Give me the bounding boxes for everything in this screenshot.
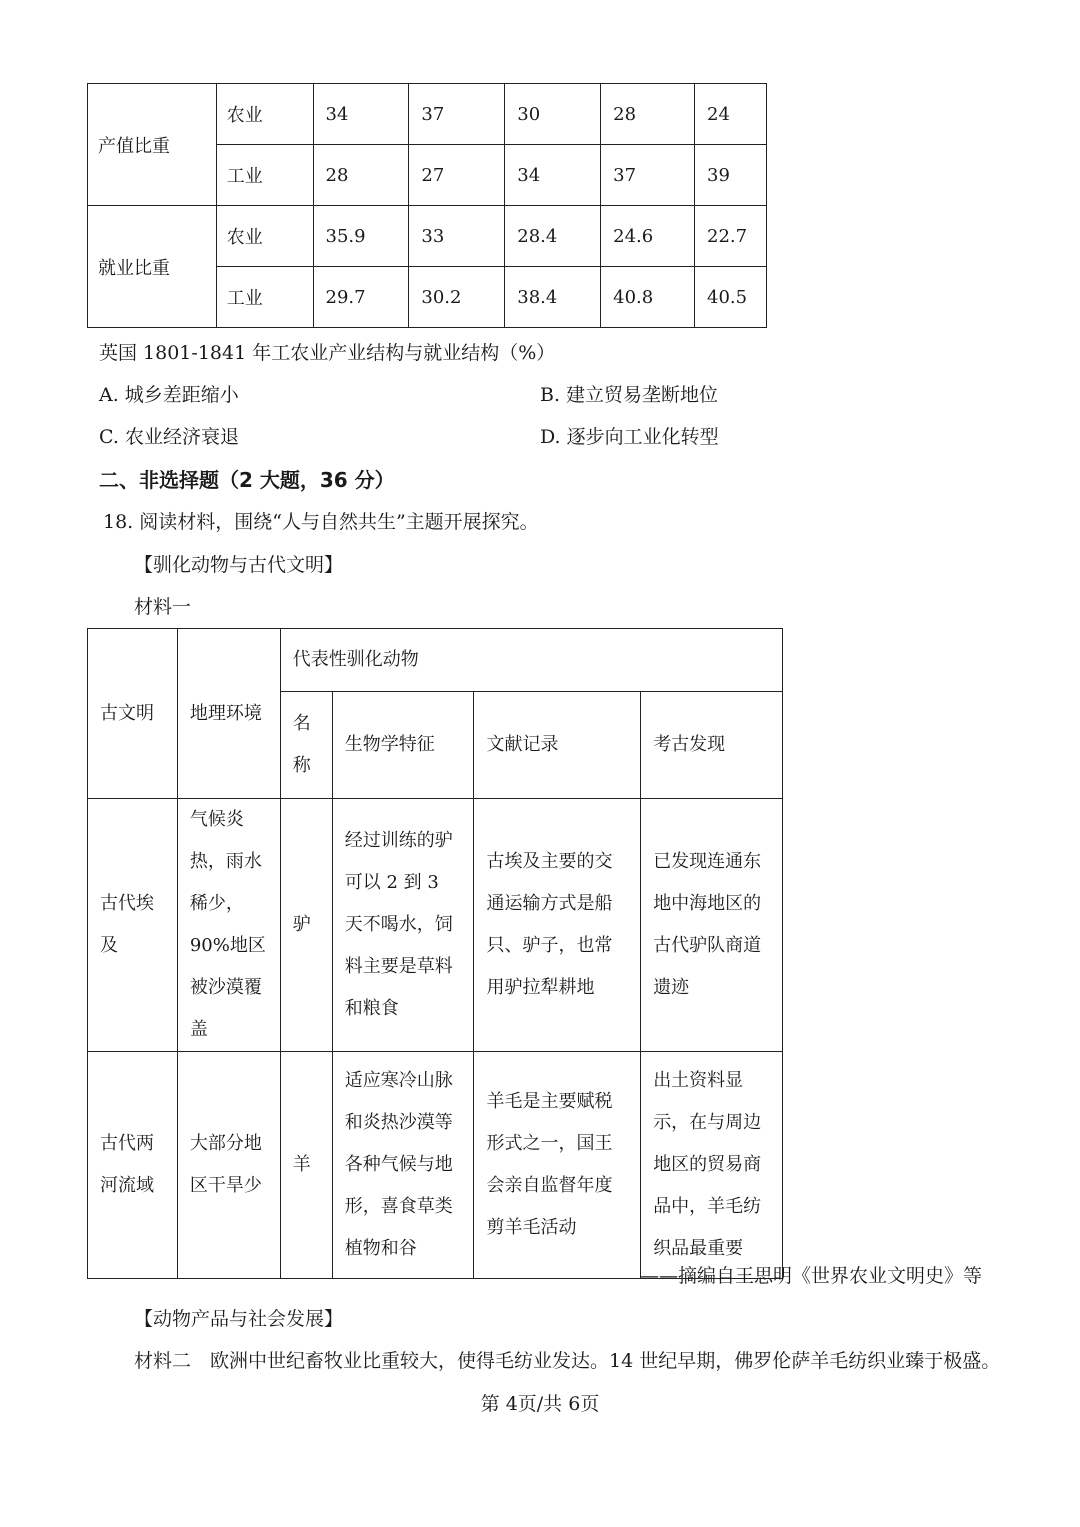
material-2: 材料二 欧洲中世纪畜牧业比重较大，使得毛纺业发达。14 世纪早期，佛罗伦萨羊毛纺织业臻于极盛。 xyxy=(134,1350,1001,1372)
table-cell: 40.5 xyxy=(695,267,767,328)
table-cell: 28 xyxy=(601,84,695,145)
cell-geo: 大部分地区干旱少 xyxy=(177,1052,280,1279)
table-cell: 39 xyxy=(695,145,767,206)
row-label: 工业 xyxy=(216,267,313,328)
table-cell: 33 xyxy=(409,206,505,267)
header-doc: 文献记录 xyxy=(474,692,641,799)
table-cell: 24.6 xyxy=(601,206,695,267)
table-row xyxy=(88,799,783,1052)
page-footer: 第 4页/共 6页 xyxy=(480,1393,600,1415)
row-label: 工业 xyxy=(216,145,313,206)
source-citation: ——摘编自王思明《世界农业文明史》等 xyxy=(639,1265,982,1287)
option-d: D. 逐步向工业化转型 xyxy=(540,426,719,448)
cell-name: 羊 xyxy=(280,1052,332,1279)
cell-geo: 气候炎热，雨水稀少，90%地区被沙漠覆盖 xyxy=(177,799,280,1052)
table-cell: 38.4 xyxy=(505,267,601,328)
table-cell: 22.7 xyxy=(695,206,767,267)
cell-bio: 经过训练的驴可以 2 到 3 天不喝水，饲料主要是草料和粮食 xyxy=(332,799,474,1052)
header-arch: 考古发现 xyxy=(641,692,783,799)
table-cell: 37 xyxy=(409,84,505,145)
table-row xyxy=(88,206,767,267)
section-title: 二、非选择题（2 大题，36 分） xyxy=(99,468,395,492)
row-label: 农业 xyxy=(216,206,313,267)
table-cell: 29.7 xyxy=(313,267,409,328)
group-label: 产值比重 xyxy=(88,84,217,206)
cell-name: 驴 xyxy=(280,799,332,1052)
table-cell: 30 xyxy=(505,84,601,145)
structure-table xyxy=(87,83,767,328)
table-caption: 英国 1801-1841 年工农业产业结构与就业结构（%） xyxy=(99,342,556,364)
table-cell: 24 xyxy=(695,84,767,145)
option-b: B. 建立贸易垄断地位 xyxy=(540,384,719,406)
material-1-label: 材料一 xyxy=(134,596,192,618)
table-cell: 28.4 xyxy=(505,206,601,267)
table-cell: 30.2 xyxy=(409,267,505,328)
cell-arch: 出土资料显示，在与周边地区的贸易商品中，羊毛纺织品最重要 xyxy=(641,1052,783,1279)
table-row xyxy=(88,84,767,145)
header-rep: 代表性驯化动物 xyxy=(280,629,782,692)
option-c: C. 农业经济衰退 xyxy=(99,426,239,448)
subheading-2: 【动物产品与社会发展】 xyxy=(134,1308,344,1330)
table-cell: 28 xyxy=(313,145,409,206)
header-geo: 地理环境 xyxy=(177,629,280,799)
table-cell: 34 xyxy=(505,145,601,206)
group-label: 就业比重 xyxy=(88,206,217,328)
header-name: 名称 xyxy=(280,692,332,799)
table-cell: 40.8 xyxy=(601,267,695,328)
header-civ: 古文明 xyxy=(88,629,178,799)
cell-doc: 羊毛是主要赋税形式之一，国王会亲自监督年度剪羊毛活动 xyxy=(474,1052,641,1279)
row-label: 农业 xyxy=(216,84,313,145)
subheading-1: 【驯化动物与古代文明】 xyxy=(134,554,344,576)
cell-doc: 古埃及主要的交通运输方式是船只、驴子，也常用驴拉犁耕地 xyxy=(474,799,641,1052)
table-cell: 35.9 xyxy=(313,206,409,267)
table-row xyxy=(88,629,783,692)
option-a: A. 城乡差距缩小 xyxy=(99,384,239,406)
table-row xyxy=(88,1052,783,1279)
domestication-table xyxy=(87,628,783,1279)
cell-civ: 古代两河流域 xyxy=(88,1052,178,1279)
table-cell: 27 xyxy=(409,145,505,206)
question-18: 18. 阅读材料，围绕“人与自然共生”主题开展探究。 xyxy=(103,511,539,533)
cell-arch: 已发现连通东地中海地区的古代驴队商道遗迹 xyxy=(641,799,783,1052)
table-cell: 37 xyxy=(601,145,695,206)
header-bio: 生物学特征 xyxy=(332,692,474,799)
table-cell: 34 xyxy=(313,84,409,145)
cell-civ: 古代埃及 xyxy=(88,799,178,1052)
cell-bio: 适应寒冷山脉和炎热沙漠等各种气候与地形，喜食草类植物和谷 xyxy=(332,1052,474,1279)
